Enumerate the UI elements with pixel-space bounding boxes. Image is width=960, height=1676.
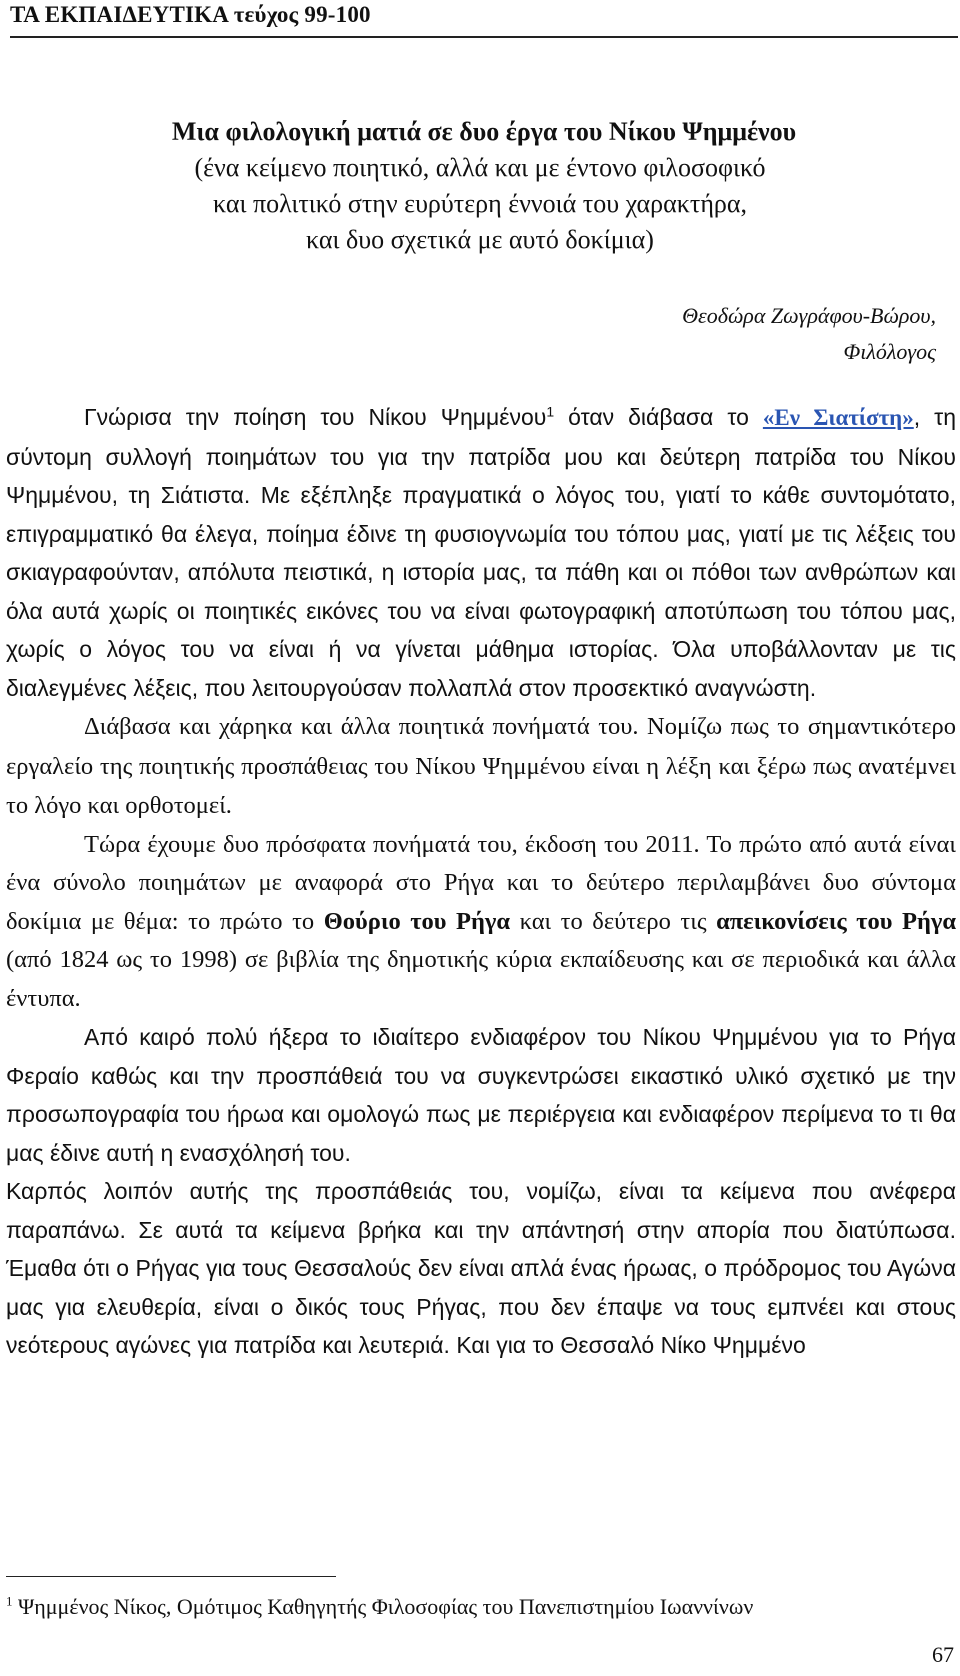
text-run: Από καιρό πολύ ήξερα το ιδιαίτερο ενδιαφέρον του Νίκου Ψημμένου για το Ρήγα Φεραίο καθώς και την προσπάθειά του να συγκεντρώσει εικαστικό υλικό σχετικό με την προσωπογραφία του ήρωα και ομολογώ πως με περιέργεια και ενδιαφέρον περίμενα το τι θα μας έδινε αυτή η ενασχόλησή του. (6, 1024, 956, 1166)
subtitle-line: και δυο σχετικά με αυτό δοκίμια) (306, 225, 654, 254)
bold-term: απεικονίσεις του Ρήγα (716, 907, 956, 935)
paragraph-4 (6, 1018, 956, 1172)
text-run: Διάβασα και χάρηκα και άλλα ποιητικά πονήματά του. Νομίζω πως το σημαντικότερο εργαλείο της ποιητικής προσπάθειας του Νίκου Ψημμένου είναι η λέξη και ξέρω πως ανατέμνει το λόγο και ορθοτομεί. (6, 713, 956, 819)
running-head: ΤΑ ΕΚΠΑΙΔΕΥΤΙΚΑ τεύχος 99-100 (10, 2, 371, 27)
text-run: και το δεύτερο τις (510, 907, 717, 935)
subtitle-line: και πολιτικό στην ευρύτερη έννοιά του χαρακτήρα, (212, 189, 748, 218)
paragraph-2 (6, 707, 956, 826)
text-run: Γνώρισα την ποίηση του Νίκου Ψημμένου (84, 404, 547, 430)
title-block (0, 114, 960, 258)
text-run: (από 1824 ως το 1998) σε βιβλία της δημοτικής κύρια εκπαίδευσης και σε περιοδικά και άλλα έντυπα. (6, 946, 956, 1012)
text-run: όταν διάβασα το (554, 404, 763, 430)
author-name: Θεοδώρα Ζωγράφου-Βώρου, (682, 303, 936, 328)
author-block (682, 298, 936, 370)
footnote-rule (6, 1576, 336, 1577)
footnote-text: Ψημμένος Νίκος, Ομότιμος Καθηγητής Φιλοσοφίας του Πανεπιστημίου Ιωαννίνων (12, 1594, 754, 1619)
book-title-link[interactable]: «Εν Σιατίστη» (762, 405, 914, 430)
footnote-mark: 1 (6, 1593, 13, 1609)
paragraph-5 (6, 1172, 956, 1365)
text-run: Τώρα έχουμε δυο πρόσφατα πονήματά του, έκδοση του 2011. Το πρώτο από αυτά είναι ένα σύνολο ποιημάτων με αναφορά στο Ρήγα και το δεύτερο περιλαμβάνει δυο σύντομα δοκίμια με θέμα: το πρώτο το (6, 830, 956, 935)
text-run: Καρπός λοιπόν αυτής της προσπάθειάς του, νομίζω, είναι τα κείμενα που ανέφερα παραπάνω. Σε αυτά τα κείμενα βρήκα και την απάντησή στην απορία που διατύπωσα. Έμαθα ότι ο Ρήγας για τους Θεσσαλούς δεν είναι απλά ένας ήρωας, ο πρόδρομος του Αγώνα μας για ελευθερία, είναι ο δικός τους Ρήγας, που δεν έπαψε να τους εμπνέει και στους νεότερους αγώνες για πατρίδα και λευτεριά. Και για το Θεσσαλό Νίκο Ψημμένο (6, 1178, 956, 1358)
header-rule (10, 36, 958, 38)
article-title: Μια φιλολογική ματιά σε δυο έργα του Νίκου Ψημμένου (171, 117, 797, 146)
page-number: 67 (932, 1642, 954, 1667)
subtitle-line: (ένα κείμενο ποιητικό, αλλά και με έντονο φιλοσοφικό (194, 153, 766, 182)
paragraph-3 (6, 826, 956, 1019)
text-run: , τη σύντομη συλλογή ποιημάτων του για την πατρίδα μου και δεύτερη πατρίδα του Νίκου Ψημμένου, τη Σιάτιστα. Με εξέπληξε πραγματικά ο λόγος του, γιατί το κάθε συντομότατο, επιγραμματικό θα έλεγα, ποίημα έδινε τη φυσιογνωμία του τόπου μας, γιατί με τις λέξεις του σκιαγραφούνταν, απόλυτα πειστικά, η ιστορία μας, τα πάθη και οι πόθοι των ανθρώπων και όλα αυτά χωρίς οι ποιητικές εικόνες του να είναι φωτογραφική αποτύπωση του τόπου μας, χωρίς ο λόγος του να είναι ή να γίνεται μάθημα ιστορίας. Όλα υποβάλλονταν με τις διαλεγμένες λέξεις, που λειτουργούσαν πολλαπλά στον προσεκτικό αναγνώστη. (6, 404, 956, 701)
bold-term: Θούριο του Ρήγα (323, 907, 511, 935)
paragraph-1 (6, 398, 956, 707)
footnote-ref[interactable]: 1 (546, 403, 555, 420)
footnote (6, 1592, 753, 1622)
article-body (6, 398, 956, 1365)
author-role: Φιλόλογος (843, 339, 936, 364)
